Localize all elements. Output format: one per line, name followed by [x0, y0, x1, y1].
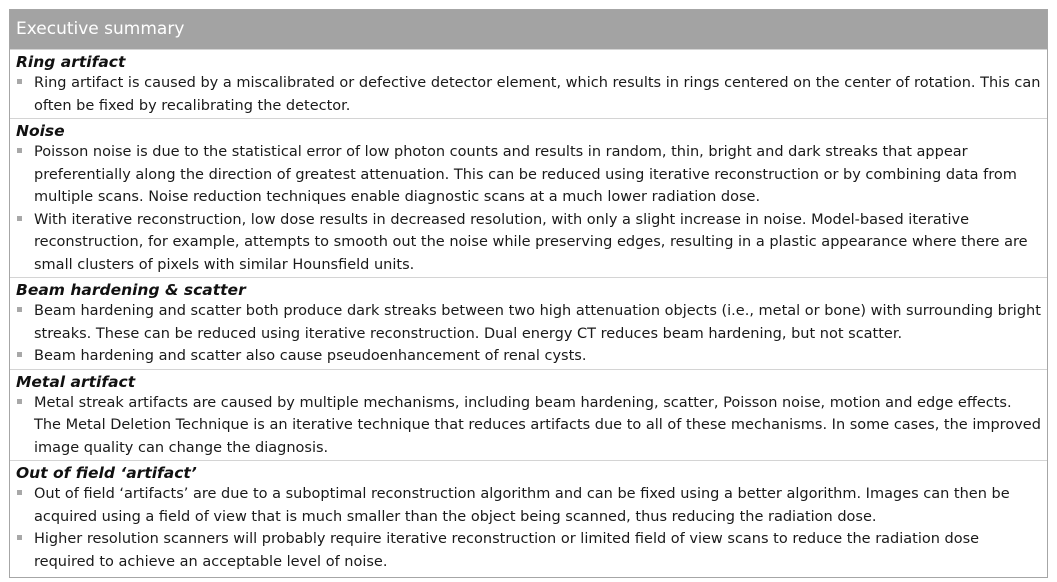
bullet-item — [16, 392, 1041, 460]
section-metal-artifact — [10, 369, 1047, 461]
bullet-item — [16, 345, 1041, 368]
bullet-text: Poisson noise is due to the statistical error of low photon counts and results in random, thin, bright and dark streaks that appear preferentially along the direction of greatest attenuation. This can be reduced using iterative reconstruction or by combining data from multiple scans. Noise reduction techniques enable diagnostic scans at a much lower radiation dose. — [34, 144, 1017, 205]
bullet-text: Beam hardening and scatter also cause pseudoenhancement of renal cysts. — [34, 348, 587, 364]
bullet-text: Metal streak artifacts are caused by multiple mechanisms, including beam hardening, scatter, Poisson noise, motion and edge effects. The Metal Deletion Technique is an iterative technique that reduces artifacts due to all of these mechanisms. In some cases, the improved image quality can change the diagnosis. — [34, 394, 1041, 456]
section-title: Noise — [16, 122, 65, 140]
bullet-marker-icon — [17, 399, 22, 404]
section-ring-artifact — [10, 49, 1047, 118]
bullet-marker-icon — [17, 490, 22, 495]
bullet-text: Beam hardening and scatter both produce dark streaks between two high attenuation objects (i.e., metal or bone) with surrounding bright streaks. These can be reduced using iterative reconstruction. Dual energy CT reduces beam hardening, but not scatter. — [34, 303, 1041, 342]
section-title: Out of field ‘artifact’ — [16, 464, 197, 482]
section-title: Beam hardening & scatter — [16, 281, 246, 299]
bullet-text: Out of field ‘artifacts’ are due to a suboptimal reconstruction algorithm and can be fixed using a better algorithm. Images can then be acquired using a field of view that is much smaller than the object being scanned, thus reducing the radiation dose. — [34, 486, 1010, 525]
bullet-item — [16, 528, 1041, 573]
bullet-marker-icon — [17, 216, 22, 221]
bullet-item — [16, 483, 1041, 528]
bullet-text: Ring artifact is caused by a miscalibrated or defective detector element, which results in rings centered on the center of rotation. This can often be fixed by recalibrating the detector. — [34, 75, 1041, 114]
bullet-item — [16, 209, 1041, 277]
section-title: Ring artifact — [16, 53, 126, 71]
section-beam-hardening-scatter — [10, 277, 1047, 369]
executive-summary-box — [9, 9, 1048, 578]
bullet-item — [16, 300, 1041, 345]
summary-header: Executive summary — [10, 10, 1047, 49]
bullet-marker-icon — [17, 79, 22, 84]
section-noise — [10, 118, 1047, 277]
bullet-marker-icon — [17, 307, 22, 312]
section-out-of-field-artifact — [10, 460, 1047, 574]
bullet-marker-icon — [17, 352, 22, 357]
bullet-text: With iterative reconstruction, low dose results in decreased resolution, with only a slight increase in noise. Model-based iterative reconstruction, for example, attempts to smooth out the noise while preserving edges, resulting in a plastic appearance where there are small clusters of pixels with similar Hounsfield units. — [34, 211, 1028, 273]
section-title: Metal artifact — [16, 372, 136, 391]
bullet-text: Higher resolution scanners will probably require iterative reconstruction or limited field of view scans to reduce the radiation dose required to achieve an acceptable level of noise. — [34, 531, 980, 570]
bullet-item — [16, 141, 1041, 209]
bullet-marker-icon — [17, 535, 22, 540]
bullet-item — [16, 72, 1041, 117]
bullet-marker-icon — [17, 148, 22, 153]
